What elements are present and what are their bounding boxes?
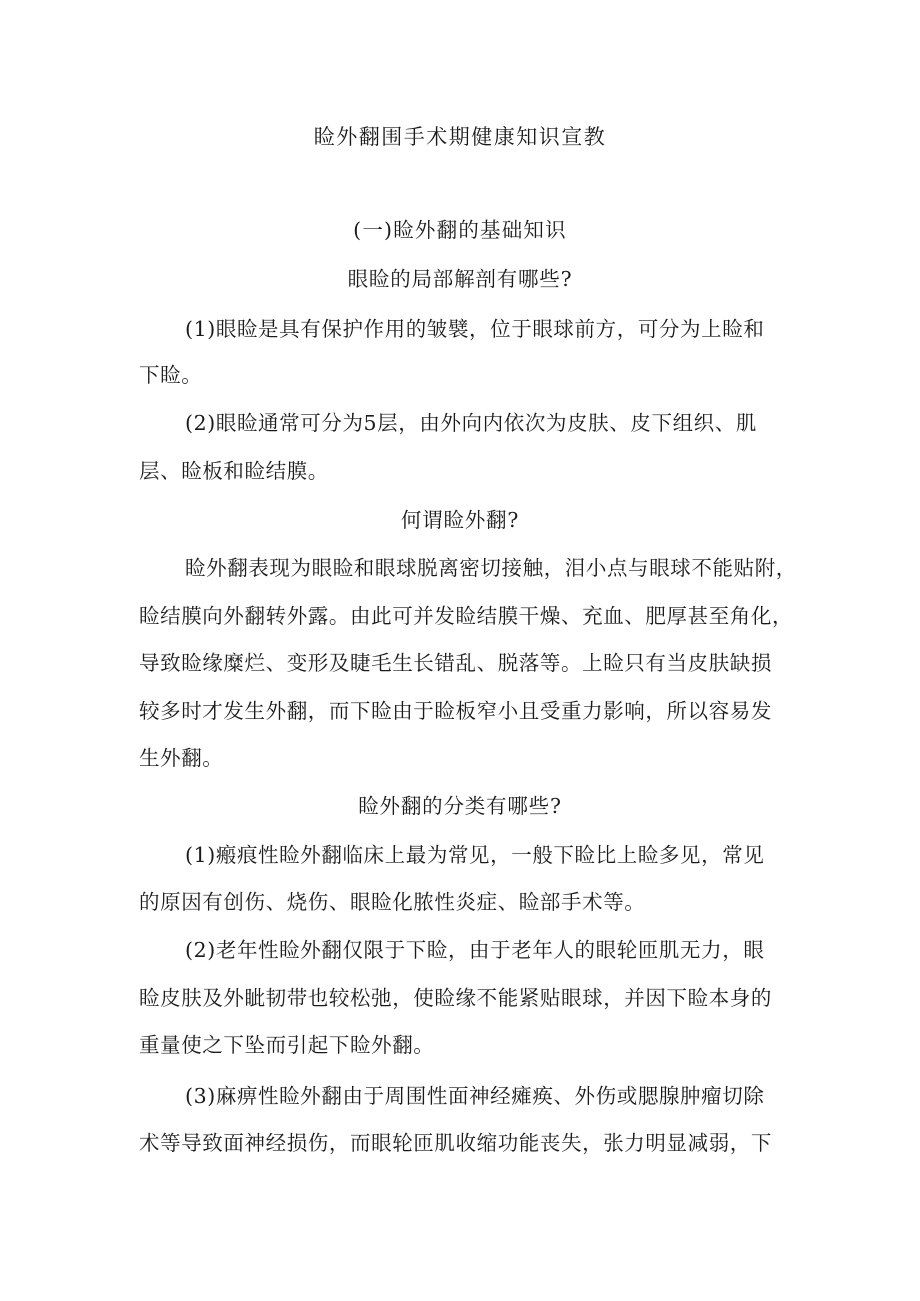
paragraph-line: (1)眼睑是具有保护作用的皱襞，位于眼球前方，可分为上睑和	[185, 317, 765, 341]
question-heading-definition: 何谓睑外翻?	[400, 508, 520, 532]
paragraph-line: 重量使之下坠而引起下睑外翻。	[139, 1033, 435, 1057]
paragraph-line: 的原因有创伤、烧伤、眼睑化脓性炎症、睑部手术等。	[139, 890, 646, 914]
paragraph-line: 导致睑缘糜烂、变形及睫毛生长错乱、脱落等。上睑只有当皮肤缺损	[139, 651, 772, 675]
section-heading: (一)睑外翻的基础知识	[353, 218, 567, 242]
question-heading-anatomy: 眼睑的局部解剖有哪些?	[347, 267, 573, 291]
paragraph-line: 睑结膜向外翻转外露。由此可并发睑结膜干燥、充血、肥厚甚至角化，	[139, 604, 794, 628]
document-title: 睑外翻围手术期健康知识宣教	[313, 125, 607, 149]
paragraph-line: (3)麻痹性睑外翻由于周围性面神经瘫痪、外伤或腮腺肿瘤切除	[185, 1084, 765, 1108]
paragraph-line: 生外翻。	[139, 746, 224, 770]
paragraph-line: (2)老年性睑外翻仅限于下睑，由于老年人的眼轮匝肌无力，眼	[185, 938, 765, 962]
paragraph-line: 下睑。	[139, 363, 203, 387]
paragraph-line: 较多时才发生外翻，而下睑由于睑板窄小且受重力影响，所以容易发	[139, 699, 772, 723]
paragraph-line: 睑皮肤及外眦韧带也较松弛，使睑缘不能紧贴眼球，并因下睑本身的	[139, 986, 772, 1010]
paragraph-line: (2)眼睑通常可分为5层，由外向内依次为皮肤、皮下组织、肌	[185, 411, 757, 435]
paragraph-line: 术等导致面神经损伤，而眼轮匝肌收缩功能丧失，张力明显减弱，下	[139, 1131, 772, 1155]
paragraph-line: (1)瘢痕性睑外翻临床上最为常见，一般下睑比上睑多见，常见	[185, 843, 765, 867]
paragraph-line: 层、睑板和睑结膜。	[139, 459, 329, 483]
paragraph-line: 睑外翻表现为眼睑和眼球脱离密切接触，泪小点与眼球不能贴附，	[185, 556, 797, 580]
question-heading-classification: 睑外翻的分类有哪些?	[358, 794, 562, 818]
